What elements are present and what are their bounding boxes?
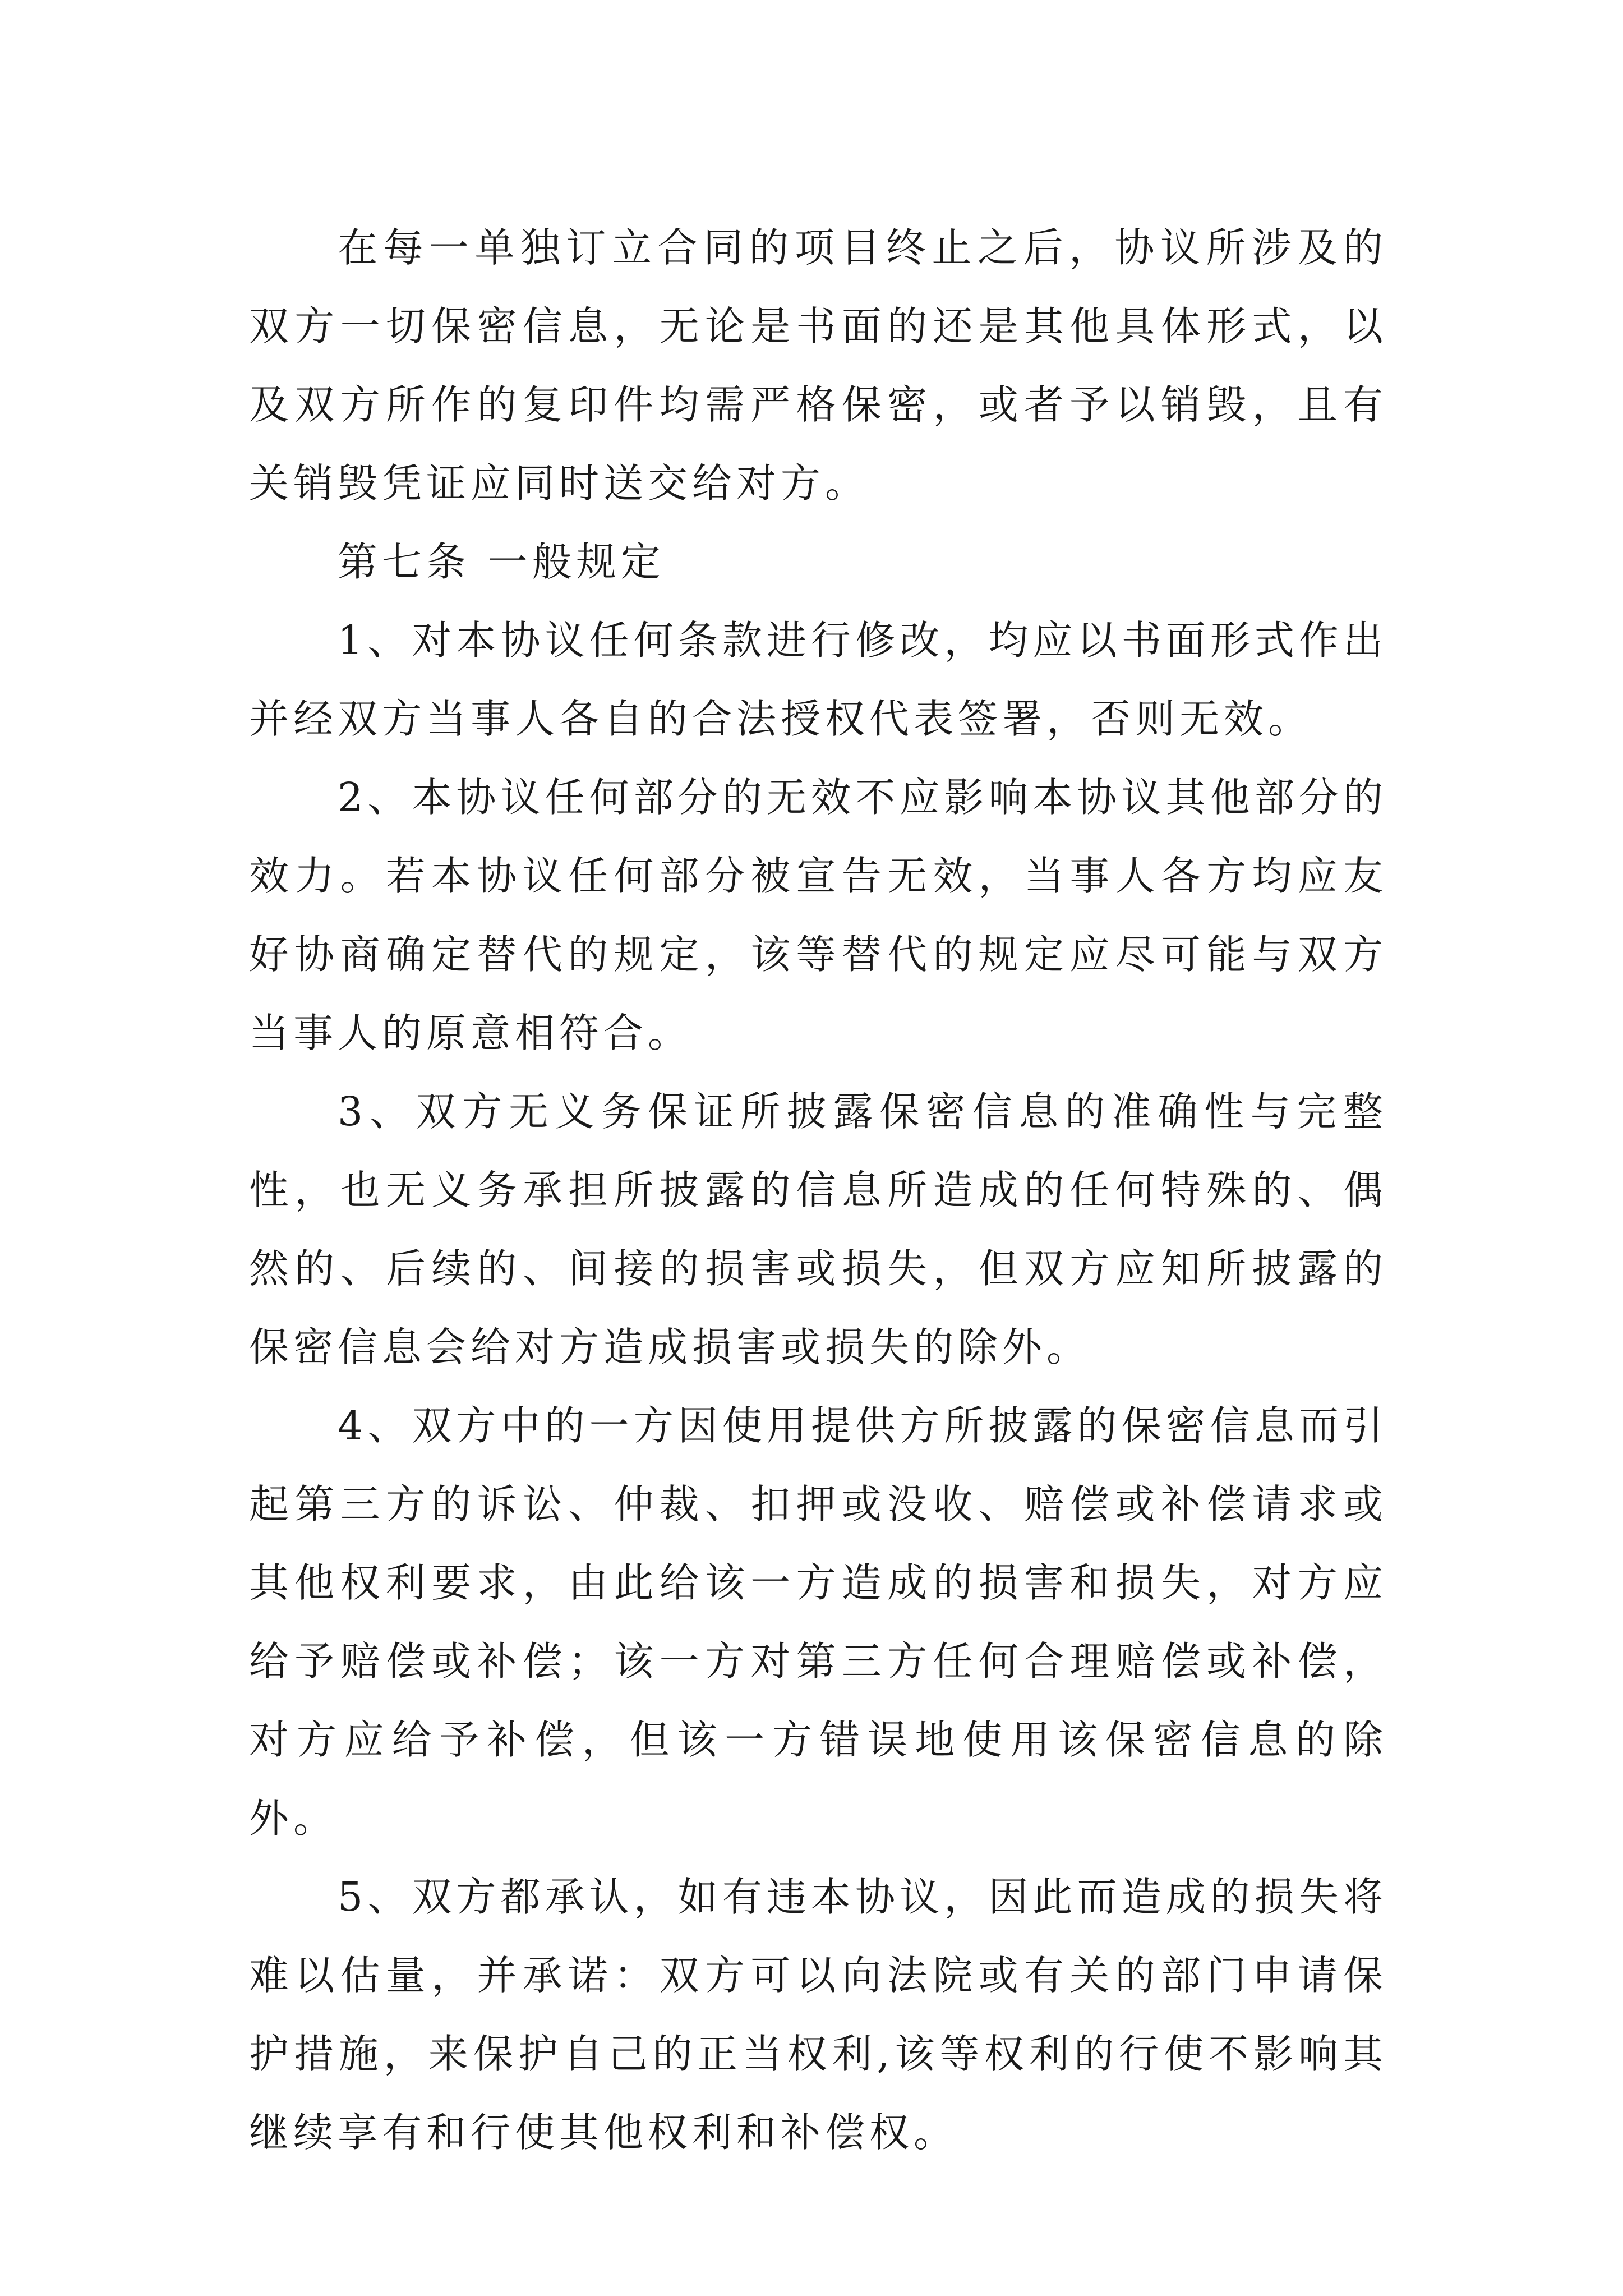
clause-2-severability: 2、本协议任何部分的无效不应影响本协议其他部分的效力。若本协议任何部分被宣告无效，当事人各方均应友好协商确定替代的规定，该等替代的规定应尽可能与双方当事人的原意相符合。 (249, 774, 1387, 1056)
clause-1-amendment: 1、对本协议任何条款进行修改，均应以书面形式作出并经双方当事人各自的合法授权代表签署，否则无效。 (249, 617, 1387, 742)
document-body (249, 209, 1387, 2172)
section-heading-article-7: 第七条 一般规定 (338, 539, 665, 585)
clause-5-remedies: 5、双方都承认，如有违本协议，因此而造成的损失将难以估量，并承诺：双方可以向法院或有关的部门申请保护措施，来保护自己的正当权利,该等权利的行使不影响其继续享有和行使其他权利和补偿权。 (249, 1874, 1387, 2156)
paragraph-confidentiality-termination: 在每一单独订立合同的项目终止之后，协议所涉及的双方一切保密信息，无论是书面的还是其他具体形式，以及双方所作的复印件均需严格保密，或者予以销毁，且有关销毁凭证应同时送交给对方。 (249, 224, 1387, 507)
clause-4-indemnification: 4、双方中的一方因使用提供方所披露的保密信息而引起第三方的诉讼、仲裁、扣押或没收、赔偿或补偿请求或其他权利要求，由此给该一方造成的损害和损失，对方应给予赔偿或补偿；该一方对第三方任何合理赔偿或补偿，对方应给予补偿，但该一方错误地使用该保密信息的除外。 (249, 1402, 1387, 1842)
clause-3-no-warranty: 3、双方无义务保证所披露保密信息的准确性与完整性，也无义务承担所披露的信息所造成的任何特殊的、偶然的、后续的、间接的损害或损失，但双方应知所披露的保密信息会给对方造成损害或损失的除外。 (249, 1088, 1387, 1370)
